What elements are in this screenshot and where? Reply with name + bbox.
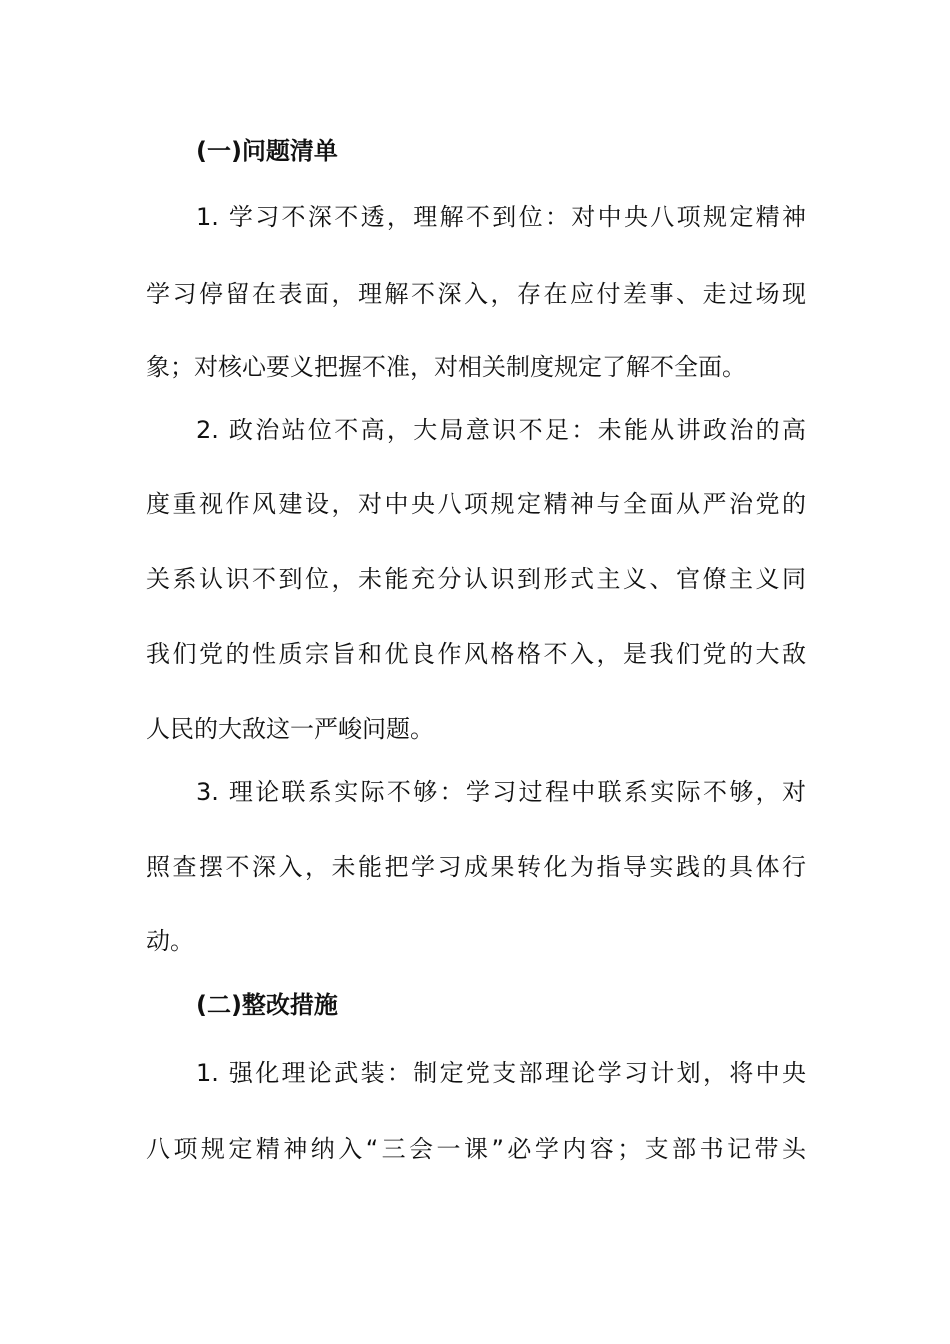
paragraph-line: 2. 政治站位不高，大局意识不足：未能从讲政治的高 [196, 416, 806, 444]
paragraph-line: 关系认识不到位，未能充分认识到形式主义、官僚主义同 [146, 565, 806, 593]
paragraph-line: 照查摆不深入，未能把学习成果转化为指导实践的具体行 [146, 853, 806, 881]
paragraph-line: 1. 强化理论武装：制定党支部理论学习计划，将中央 [196, 1059, 806, 1087]
section-heading-rectification-measures: (二)整改措施 [196, 991, 338, 1019]
paragraph-line: 我们党的性质宗旨和优良作风格格不入，是我们党的大敌 [146, 640, 806, 668]
paragraph-line: 1. 学习不深不透，理解不到位：对中央八项规定精神 [196, 203, 806, 231]
paragraph-line: 八项规定精神纳入“三会一课”必学内容；支部书记带头 [146, 1135, 806, 1163]
paragraph-line: 动。 [146, 927, 194, 955]
paragraph-line: 3. 理论联系实际不够：学习过程中联系实际不够，对 [196, 778, 806, 806]
paragraph-line: 象；对核心要义把握不准，对相关制度规定了解不全面。 [146, 353, 746, 381]
paragraph-line: 学习停留在表面，理解不深入，存在应付差事、走过场现 [146, 280, 806, 308]
section-heading-problem-list: (一)问题清单 [196, 137, 338, 165]
paragraph-line: 度重视作风建设，对中央八项规定精神与全面从严治党的 [146, 490, 806, 518]
paragraph-line: 人民的大敌这一严峻问题。 [146, 715, 434, 743]
